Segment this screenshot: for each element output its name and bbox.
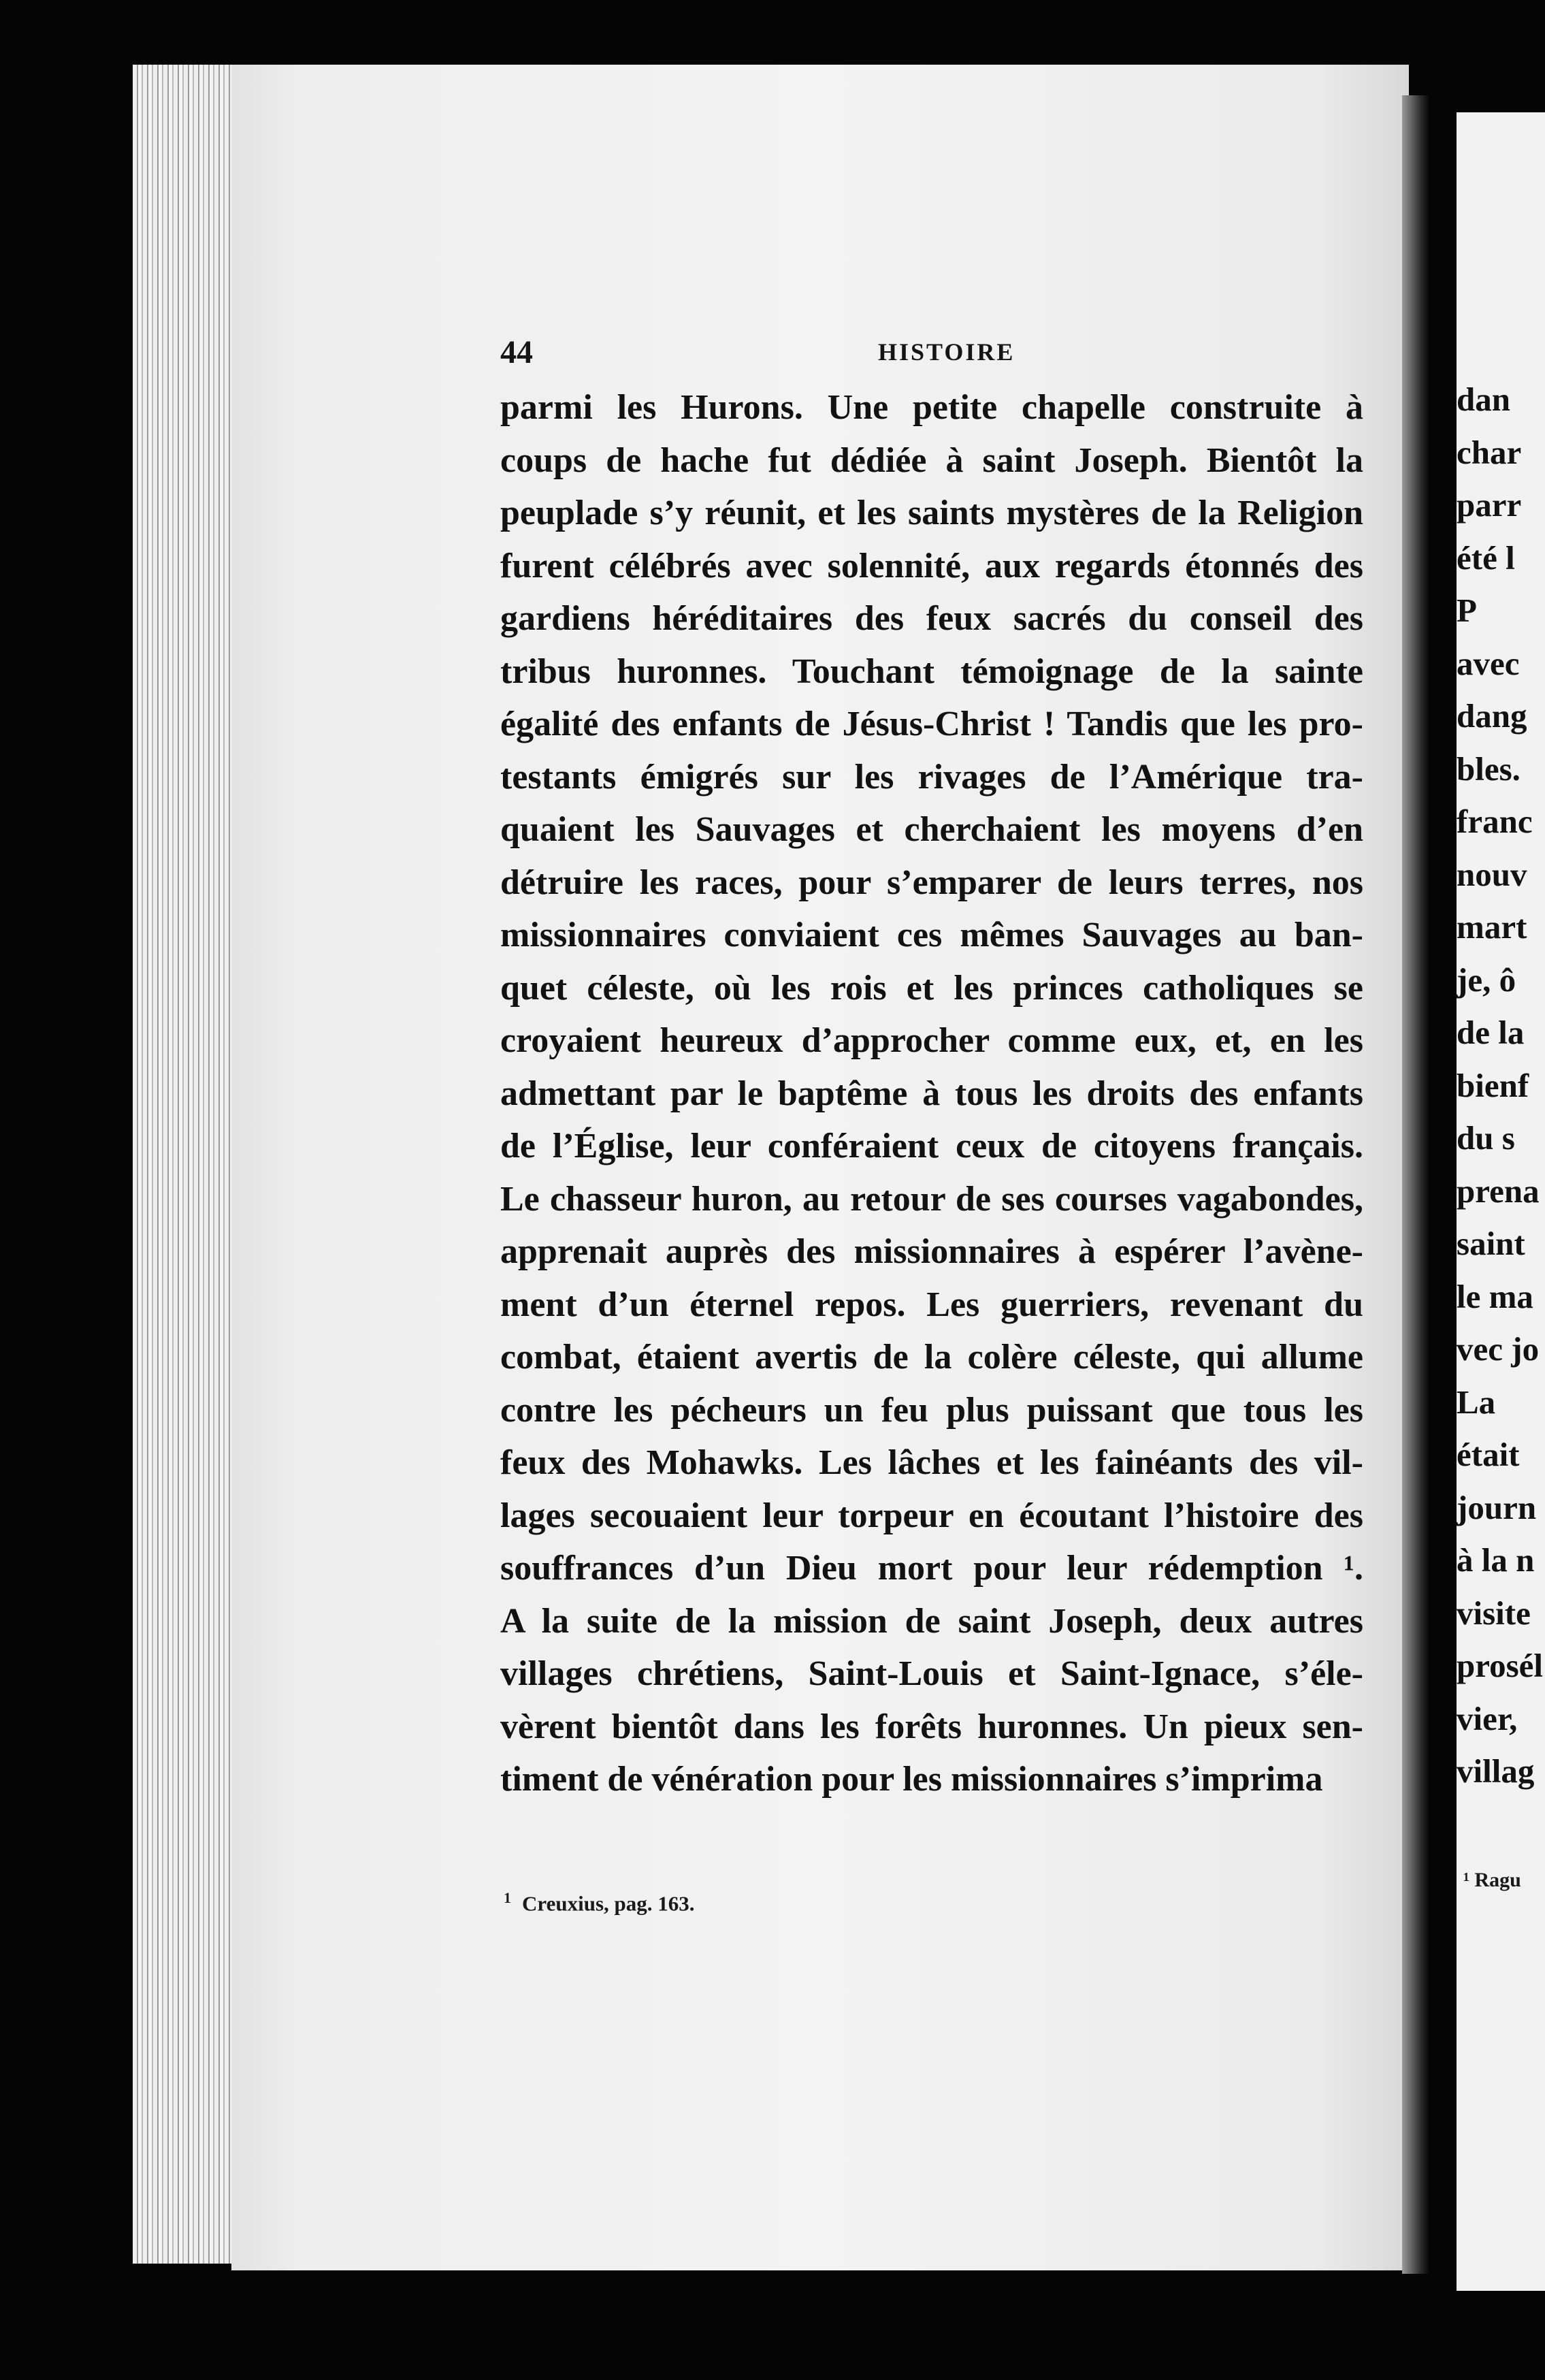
text-line: feux des Mohawks. Les lâches et les fainéants des vil- xyxy=(500,1443,1363,1482)
text-line: vèrent bientôt dans les forêts huronnes. Un pieux sen- xyxy=(500,1707,1363,1746)
right-text-line: bienf xyxy=(1457,1066,1529,1104)
text-line: timent de vénération pour les missionnaires s’imprima xyxy=(500,1760,1323,1799)
text-line: lages secouaient leur torpeur en écoutant l’histoire des xyxy=(500,1496,1363,1535)
text-line: détruire les races, pour s’emparer de leurs terres, nos xyxy=(500,863,1363,902)
footnote xyxy=(504,1889,695,1916)
right-text-line: dang xyxy=(1457,697,1527,735)
right-text-line: du s xyxy=(1457,1119,1515,1157)
text-line: égalité des enfants de Jésus-Christ ! Tandis que les pro- xyxy=(500,705,1363,743)
text-line: tribus huronnes. Touchant témoignage de la sainte xyxy=(500,652,1363,691)
text-line: ment d’un éternel repos. Les guerriers, revenant du xyxy=(500,1285,1363,1324)
text-line: peuplade s’y réunit, et les saints mystères de la Religion xyxy=(500,494,1363,532)
running-head: HISTOIRE xyxy=(878,338,1015,366)
gutter-shadow xyxy=(1402,95,1429,2274)
text-line: A la suite de la mission de saint Joseph, deux autres xyxy=(500,1601,1363,1641)
text-line: quaient les Sauvages et cherchaient les moyens d’en xyxy=(500,810,1363,849)
page-header xyxy=(500,334,1399,374)
right-text-line: le ma xyxy=(1457,1277,1533,1315)
text-line: de l’Église, leur conféraient ceux de citoyens français. xyxy=(500,1127,1363,1165)
right-text-line: prena xyxy=(1457,1172,1540,1210)
text-line: missionnaires conviaient ces mêmes Sauvages au ban- xyxy=(500,916,1363,954)
right-text-line: de la xyxy=(1457,1014,1525,1051)
right-page-footnote: ¹ Ragu xyxy=(1463,1869,1521,1891)
text-line: testants émigrés sur les rivages de l’Amérique tra- xyxy=(500,757,1363,797)
right-text-line: prosél xyxy=(1457,1647,1544,1684)
text-line: Le chasseur huron, au retour de ses courses vagabondes, xyxy=(500,1179,1363,1219)
footnote-marker: 1 xyxy=(504,1889,511,1906)
right-text-line: nouv xyxy=(1457,855,1527,893)
text-line: quet céleste, où les rois et les princes catholiques se xyxy=(500,968,1363,1008)
text-line: croyaient heureux d’approcher comme eux, et, en les xyxy=(500,1021,1363,1060)
text-line: combat, étaient avertis de la colère céleste, qui allume xyxy=(500,1338,1363,1377)
right-text-line: visite xyxy=(1457,1594,1531,1632)
body-text xyxy=(500,381,1363,1806)
right-text-line: à la n xyxy=(1457,1541,1535,1579)
right-text-line: été l xyxy=(1457,538,1515,577)
right-text-line: saint xyxy=(1457,1225,1525,1262)
footnote-text: Creuxius, pag. 163. xyxy=(522,1891,695,1916)
text-line: villages chrétiens, Saint-Louis et Saint-Ignace, s’éle- xyxy=(500,1654,1363,1693)
right-page-text xyxy=(1457,373,1545,1798)
right-text-line: journ xyxy=(1457,1488,1537,1526)
text-line: apprenait auprès des missionnaires à espérer l’avène- xyxy=(500,1232,1363,1271)
text-line: admettant par le baptême à tous les droits des enfants xyxy=(500,1074,1363,1113)
text-line: souffrances d’un Dieu mort pour leur rédemption ¹. xyxy=(500,1549,1363,1588)
right-text-line: avec xyxy=(1457,644,1520,682)
text-line: parmi les Hurons. Une petite chapelle construite à xyxy=(500,388,1363,427)
right-text-line: vier, xyxy=(1457,1699,1518,1737)
right-text-line: bles. xyxy=(1457,750,1520,788)
right-text-line: je, ô xyxy=(1457,961,1516,999)
right-text-line: P xyxy=(1457,592,1477,629)
right-text-line: vec jo xyxy=(1457,1330,1540,1368)
right-text-line: mart xyxy=(1457,908,1527,946)
right-text-line: dan xyxy=(1457,381,1511,418)
page-number: 44 xyxy=(500,334,533,370)
right-text-line: villag xyxy=(1457,1752,1535,1790)
right-text-line: char xyxy=(1457,433,1522,471)
text-line: furent célébrés avec solennité, aux regards étonnés des xyxy=(500,546,1363,585)
right-text-line: La xyxy=(1457,1383,1496,1421)
right-text-line: était xyxy=(1457,1436,1520,1473)
page-edge-stack xyxy=(133,65,242,2264)
right-text-line: parr xyxy=(1457,486,1522,524)
text-line: gardiens héréditaires des feux sacrés du conseil des xyxy=(500,599,1363,638)
text-line: contre les pécheurs un feu plus puissant que tous les xyxy=(500,1390,1363,1430)
text-line: coups de hache fut dédiée à saint Joseph. Bientôt la xyxy=(500,440,1363,480)
right-text-line: franc xyxy=(1457,803,1533,840)
